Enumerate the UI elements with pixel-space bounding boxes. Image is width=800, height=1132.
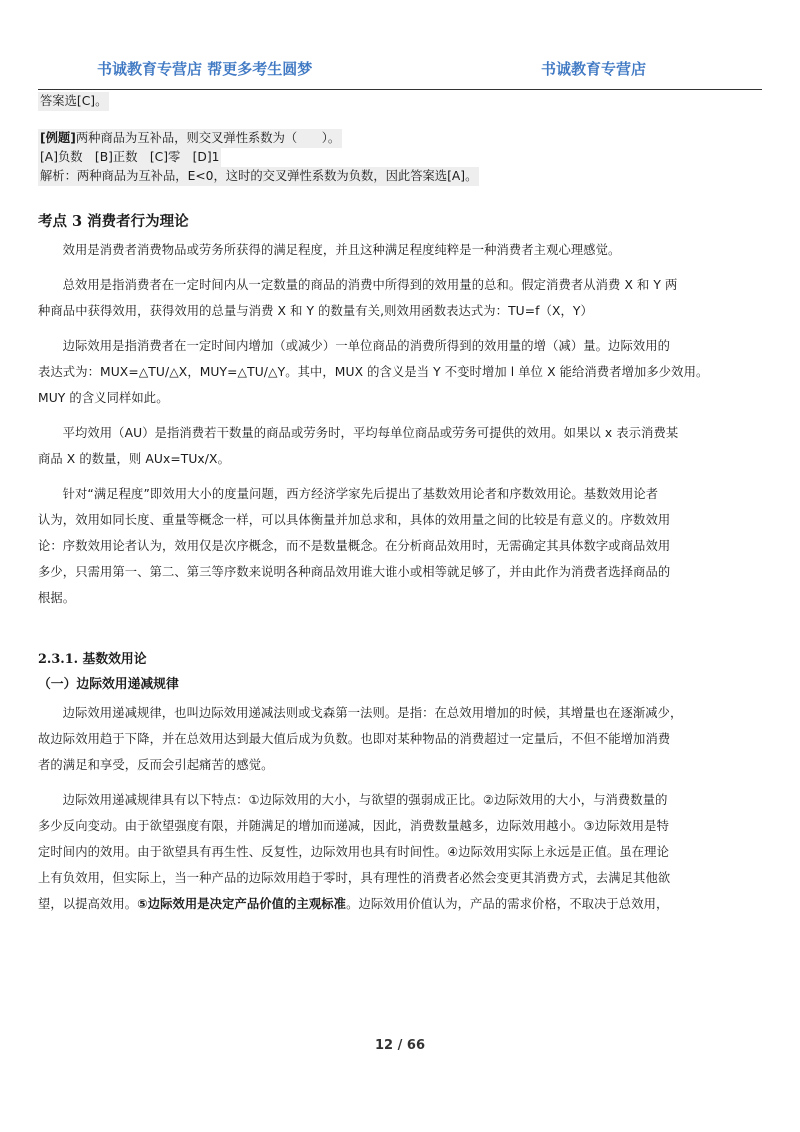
paragraph-line: 根据。 <box>38 591 76 605</box>
example-analysis: 解析：两种商品为互补品，E<0，这时的交叉弹性系数为负数，因此答案选[A]。 <box>38 167 479 186</box>
example-options: [A]负数 [B]正数 [C]零 [D]1 <box>38 148 221 167</box>
paragraph-line: 平均效用（AU）是指消费若干数量的商品或劳务时，平均每单位商品或劳务可提供的效用。如果以 x 表示消费某 <box>62 426 679 440</box>
paragraph <box>38 333 762 411</box>
paragraph-line: 者的满足和享受，反而会引起痛苦的感觉。 <box>38 758 274 772</box>
paragraph-line: 故边际效用趋于下降，并在总效用达到最大值后成为负数。也即对某种物品的消费超过一定量后，不但不能增加消费 <box>38 732 671 746</box>
paragraph-line: 商品 X 的数量，则 AUx=TUx/X。 <box>38 452 230 466</box>
subsection-heading: （一）边际效用递减规律 <box>38 677 179 692</box>
top-answer: 答案选[C]。 <box>38 92 109 111</box>
paragraph-line: 边际效用是指消费者在一定时间内增加（或减少）一单位商品的消费所得到的效用量的增（减）量。边际效用的 <box>62 339 671 353</box>
paragraph-line: 论：序数效用论者认为，效用仅是次序概念，而不是数量概念。在分析商品效用时，无需确定其具体数字或商品效用 <box>38 539 671 553</box>
bold-text-run: ⑤边际效用是决定产品价值的主观标准 <box>137 897 347 911</box>
paragraph-line: 边际效用递减规律具有以下特点：①边际效用的大小，与欲望的强弱成正比。②边际效用的大小，与消费数量的 <box>62 793 668 807</box>
paragraph-line <box>13 891 762 917</box>
page-header <box>0 56 800 84</box>
paragraph-line: 多少反向变动。由于欲望强度有限，并随满足的增加而递减，因此，消费数量越多，边际效用越小。③边际效用是特 <box>38 819 669 833</box>
paragraph-line: 表达式为：MUX=△TU/△X，MUY=△TU/△Y。其中，MUX 的含义是当 Y 不变时增加 l 单位 X 能给消费者增加多少效用。 <box>38 365 709 379</box>
text-run: 。边际效用价值认为，产品的需求价格，不取决于总效用， <box>346 897 669 911</box>
paragraph <box>38 481 762 611</box>
page-separator: / <box>397 1038 403 1053</box>
page-total: 66 <box>406 1038 425 1053</box>
page-number: 12 <box>375 1038 394 1053</box>
example-question-text: 两种商品为互补品，则交叉弹性系数为（ ）。 <box>75 131 341 145</box>
example-label: [例题] <box>40 131 76 145</box>
text-run: 望，以提高效用。 <box>38 897 138 911</box>
paragraph <box>38 420 762 472</box>
paragraph-line: 效用是消费者消费物品或劳务所获得的满足程度，并且这种满足程度纯粹是一种消费者主观心理感觉。 <box>62 243 621 257</box>
paragraph <box>38 787 762 917</box>
header-divider <box>38 89 762 90</box>
paragraph <box>38 700 762 778</box>
paragraph <box>38 237 762 263</box>
paragraph-line: 多少，只需用第一、第二、第三等序数来说明各种商品效用谁大谁小或相等就足够了，并由此作为消费者选择商品的 <box>38 565 671 579</box>
example-question <box>38 129 342 148</box>
header-right-text: 书诚教育专营店 <box>541 60 647 78</box>
header-left-text: 书诚教育专营店 帮更多考生圆梦 <box>97 60 313 78</box>
paragraph <box>38 272 762 324</box>
paragraph-line: 针对“满足程度”即效用大小的度量问题，西方经济学家先后提出了基数效用论者和序数效用论。基数效用论者 <box>62 487 659 501</box>
paragraph-line: 上有负效用，但实际上，当一种产品的边际效用趋于零时，具有理性的消费者必然会变更其消费方式，去满足其他欲 <box>38 871 671 885</box>
paragraph-line: 定时间内的效用。由于欲望具有再生性、反复性，边际效用也具有时间性。④边际效用实际上永远是正值。虽在理论 <box>38 845 669 859</box>
document-body <box>38 92 762 917</box>
section-title: 考点 3 消费者行为理论 <box>38 213 189 230</box>
paragraph-line: 边际效用递减规律，也叫边际效用递减法则或戈森第一法则。是指：在总效用增加的时候，其增量也在逐渐减少， <box>62 706 683 720</box>
subsection-title: 2.3.1. 基数效用论 <box>38 652 147 667</box>
page-footer <box>0 1038 800 1053</box>
paragraph-line: MUY 的含义同样如此。 <box>38 391 169 405</box>
paragraph-line: 总效用是指消费者在一定时间内从一定数量的商品的消费中所得到的效用量的总和。假定消费者从消费 X 和 Y 两 <box>62 278 678 292</box>
paragraph-line: 认为，效用如同长度、重量等概念一样，可以具体衡量并加总求和，具体的效用量之间的比较是有意义的。序数效用 <box>38 513 671 527</box>
paragraph-line: 种商品中获得效用，获得效用的总量与消费 X 和 Y 的数量有关,则效用函数表达式为：TU=f（X，Y） <box>38 304 593 318</box>
